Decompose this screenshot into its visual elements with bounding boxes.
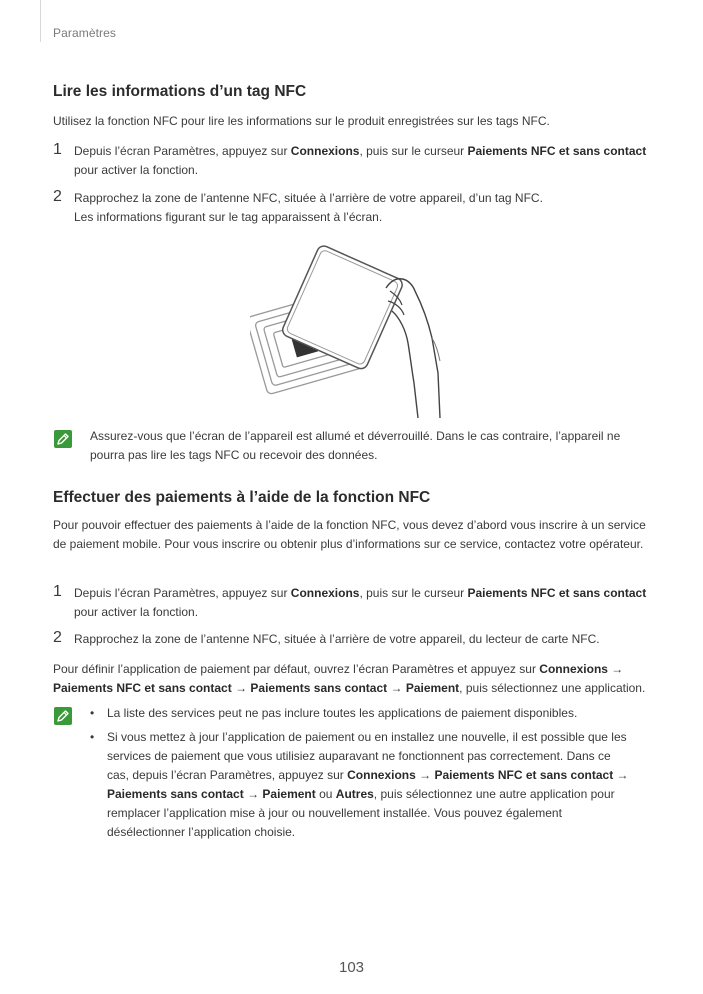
nfc-payments-note	[53, 704, 653, 847]
section-title-read-nfc: Lire les informations d’un tag NFC	[53, 83, 307, 100]
note-bullet: • Si vous mettez à jour l’application de paiement ou en installez une nouvelle, il est possible que les services de paiement que vous utilisiez auparavant ne fonctionnent pas correctement. Dans ce cas, depuis l’écran Paramètres, appuyez sur Connexions → Paiements NFC et sans contact → Paiements sans contact → Paiement ou Autres, puis sélectionnez une autre application pour remplacer l’application mise à jour ou nouvellement installée. Vous pouvez également désélectionner l’application choisie.	[90, 728, 635, 842]
read-nfc-note	[53, 427, 653, 465]
section-title-nfc-payments: Effectuer des paiements à l’aide de la fonction NFC	[53, 489, 431, 506]
read-nfc-intro: Utilisez la fonction NFC pour lire les informations sur le produit enregistrées sur les tags NFC.	[53, 114, 550, 128]
nfc-payments-intro: Pour pouvoir effectuer des paiements à l’aide de la fonction NFC, vous devez d’abord vous inscrire à un service de paiement mobile. Pour vous inscrire ou obtenir plus d’informations sur ce service, contactez votre opérateur.	[53, 518, 646, 551]
note-bullet: • La liste des services peut ne pas inclure toutes les applications de paiement disponibles.	[90, 704, 635, 723]
step-number: 2	[53, 188, 62, 205]
step-number: 1	[53, 583, 62, 600]
nfc-payments-step-2: 2 Rapprochez la zone de l’antenne NFC, située à l’arrière de votre appareil, du lecteur de carte NFC.	[53, 629, 600, 646]
nfc-payments-step-1: 1 Depuis l’écran Paramètres, appuyez sur Connexions, puis sur le curseur Paiements NFC et sans contact pour activer la fonction.	[53, 583, 647, 619]
note-pencil-icon	[53, 429, 73, 449]
section-header: Paramètres	[53, 26, 117, 40]
nfc-tag-illustration	[250, 243, 450, 418]
page-number: 103	[338, 959, 365, 976]
step-number: 1	[53, 141, 62, 158]
read-nfc-step-1: 1 Depuis l’écran Paramètres, appuyez sur Connexions, puis sur le curseur Paiements NFC et sans contact pour activer la fonction.	[53, 141, 647, 177]
note-text: Assurez-vous que l’écran de l’appareil est allumé et déverrouillé. Dans le cas contraire, l’appareil ne pourra pas lire les tags NFC ou recevoir des données.	[90, 429, 621, 462]
read-nfc-step-2: 2 Rapprochez la zone de l’antenne NFC, située à l’arrière de votre appareil, d’un tag NFC. Les informations figurant sur le tag apparaissent à l’écran.	[53, 188, 543, 224]
note-pencil-icon	[53, 706, 73, 726]
step-number: 2	[53, 629, 62, 646]
default-payment-paragraph: Pour définir l’application de paiement par défaut, ouvrez l’écran Paramètres et appuyez sur Connexions → Paiements NFC et sans contact → Paiements sans contact → Paiement, puis sélectionnez une application.	[53, 662, 646, 695]
header-divider	[40, 0, 41, 42]
